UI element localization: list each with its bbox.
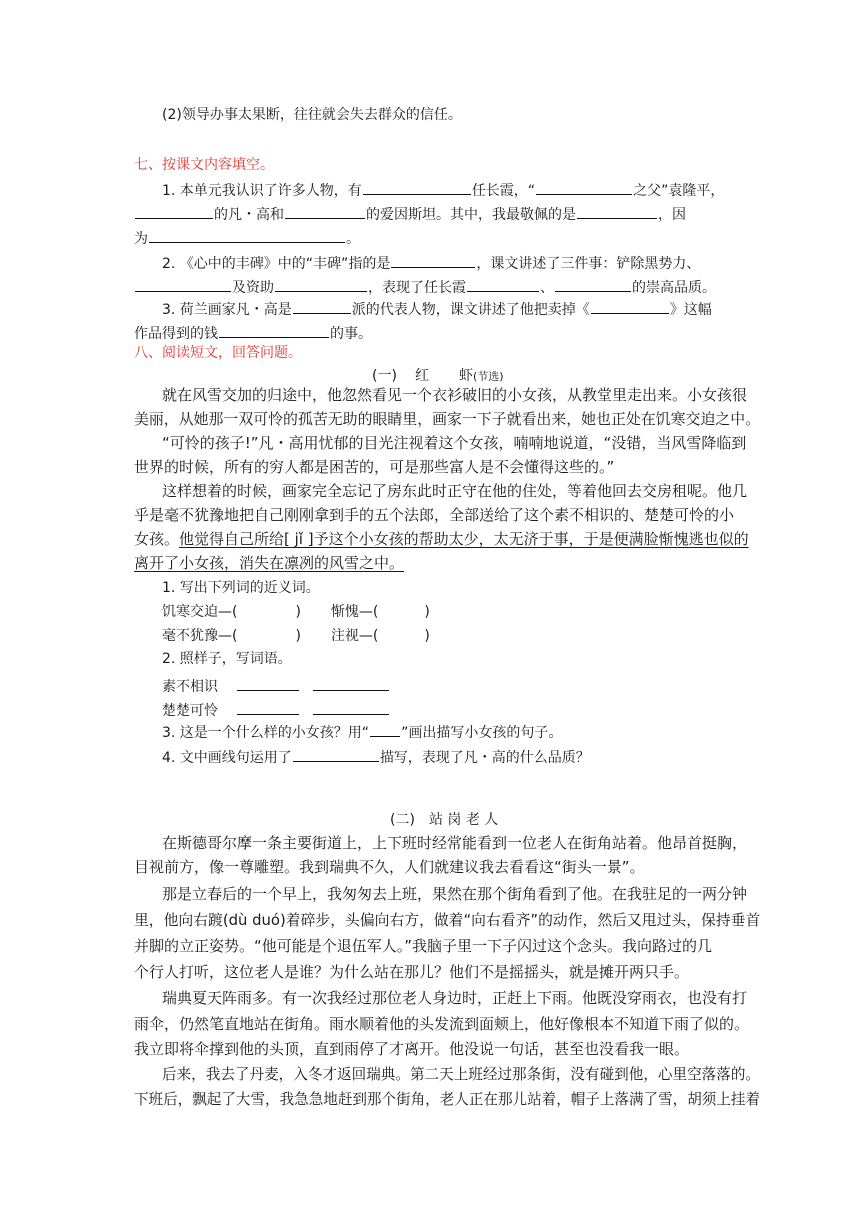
answer-blank[interactable] xyxy=(135,277,231,292)
text: 为 xyxy=(134,231,148,247)
paragraph-line: 目视前方，像一尊雕塑。我到瑞典不久，人们就建议我去看看这“街头一景”。 xyxy=(134,858,645,876)
fill-question-1-end xyxy=(134,228,360,249)
question-4 xyxy=(162,747,590,768)
fill-question-3 xyxy=(162,299,712,320)
underlined-sentence: 离开了小女孩，消失在凛冽的风雪之中。 xyxy=(134,554,405,572)
answer-blank[interactable] xyxy=(237,676,299,691)
answer-blank[interactable] xyxy=(135,204,213,219)
answer-blank[interactable] xyxy=(391,253,475,268)
question-2: 2. 照样子，写词语。 xyxy=(162,651,292,667)
fill-question-2 xyxy=(162,253,700,274)
question-text: (2)领导办事太果断，往往就会失去群众的信任。 xyxy=(162,107,462,123)
text: 楚楚可怜 xyxy=(162,703,218,719)
answer-blank[interactable] xyxy=(555,277,631,292)
text: 3. 这是一个什么样的小女孩？用“ xyxy=(162,725,370,741)
synonym-row: 饥寒交迫—( ) 惭愧—( ) xyxy=(162,604,430,620)
text: 之父”袁隆平， xyxy=(633,183,725,199)
example-row xyxy=(162,700,390,721)
text: ，因 xyxy=(658,207,686,223)
paragraph-line: 乎是毫不犹豫地把自己刚刚拿到手的五个法郎，全部送给了这个素不相识的、楚楚可怜的小 xyxy=(134,506,735,524)
paragraph-line: 瑞典夏天阵雨多。有一次我经过那位老人身边时，正赶上下雨。他既没穿雨衣，也没有打 xyxy=(162,989,748,1007)
paragraph-line: “可怜的孩子!”凡・高用忧郁的目光注视着这个女孩，喃喃地说道，“没错，当风雪降临到 xyxy=(162,434,747,452)
text: 的爱因斯坦。其中，我最敬佩的是 xyxy=(366,207,576,223)
section-heading: 八、阅读短文，回答问题。 xyxy=(134,345,302,361)
passage-number: (一) xyxy=(372,368,397,384)
answer-blank[interactable] xyxy=(313,676,389,691)
text: 2. 《心中的丰碑》中的“丰碑”指的是 xyxy=(162,256,391,272)
text: 作品得到的钱 xyxy=(134,326,218,342)
text: 派的代表人物，课文讲述了他把卖掉《 xyxy=(351,302,590,318)
paragraph-line: 并脚的立正姿势。“他可能是个退伍军人。”我脑子里一下子闪过这个念头。我向路过的几 xyxy=(134,937,713,955)
title-char: 虾 xyxy=(458,368,473,384)
text: 的凡・高和 xyxy=(214,207,284,223)
synonym-row: 毫不犹豫—( ) 注视—( ) xyxy=(162,628,430,644)
example-row xyxy=(162,676,390,697)
paragraph-line: 世界的时候，所有的穷人都是困苦的，可是那些富人是不会懂得这些的。” xyxy=(134,458,615,476)
text: 3. 荷兰画家凡・高是 xyxy=(162,302,292,318)
excerpt-note: (节选) xyxy=(472,370,504,383)
text: 4. 文中画线句运用了 xyxy=(162,750,292,766)
answer-blank[interactable] xyxy=(149,228,345,243)
answer-blank[interactable] xyxy=(293,747,379,762)
text: 》这幅 xyxy=(669,302,712,318)
paragraph-line: 那是立春后的一个早上，我匆匆去上班，果然在那个街角看到了他。在我驻足的一两分钟 xyxy=(162,885,748,903)
text: 素不 xyxy=(162,679,190,695)
answer-blank[interactable] xyxy=(285,204,365,219)
paragraph-line xyxy=(134,528,749,550)
fill-question-1-cont xyxy=(134,204,686,225)
answer-blank[interactable] xyxy=(363,180,471,195)
passage-number: (二) xyxy=(390,812,415,828)
answer-blank[interactable] xyxy=(536,180,632,195)
answer-blank[interactable] xyxy=(293,299,351,314)
word-label: 注视—( xyxy=(330,628,379,644)
paragraph-line: 下班后，飘起了大雪，我急急地赶到那个街角，老人正在那儿站着，帽子上落满了雪，胡须上挂着 xyxy=(134,1090,761,1108)
word-label: 饥寒交迫—( xyxy=(162,604,238,620)
text: 任长霞，“ xyxy=(471,183,536,199)
question-3 xyxy=(162,722,562,743)
paragraph-line: 后来，我去了丹麦，入冬才返回瑞典。第二天上班经过那条街，没有碰到他，心里空落落的。 xyxy=(162,1065,761,1083)
text: 、 xyxy=(540,280,554,296)
text: 1. 本单元我认识了许多人物，有 xyxy=(162,183,362,199)
fill-question-1 xyxy=(162,180,724,201)
text: ”画出描写小女孩的句子。 xyxy=(401,725,563,741)
text: ，课文讲述了三件事：铲除黑势力、 xyxy=(476,256,701,272)
question-1: 1. 写出下列词的近义词。 xyxy=(162,580,320,596)
paragraph-line: 就在风雪交加的归途中，他忽然看见一个衣衫破旧的小女孩，从教堂里走出来。小女孩很 xyxy=(162,386,748,404)
fill-question-2-cont xyxy=(134,277,716,298)
word-label: 惭愧—( xyxy=(330,604,379,620)
fill-question-3-cont xyxy=(134,323,372,344)
answer-blank[interactable] xyxy=(467,277,539,292)
paragraph-line: 这样想着的时候，画家完全忘记了房东此时正守在他的住处，等着他回去交房租呢。他几 xyxy=(162,482,748,500)
answer-blank[interactable] xyxy=(219,323,329,338)
paragraph-line: 在斯德哥尔摩一条主要街道上，上下班时经常能看到一位老人在街角站着。他昂首挺胸， xyxy=(162,834,748,852)
title-text: 站 岗 老 人 xyxy=(428,812,499,828)
text: 及资助 xyxy=(232,280,274,296)
answer-blank[interactable] xyxy=(577,204,657,219)
paragraph-line: 美丽，从她那一双可怜的孤苦无助的眼睛里，画家一下子就看出来，她也正处在饥寒交迫之中。 xyxy=(134,410,761,428)
text: 的事。 xyxy=(330,326,372,342)
section-heading: 七、按课文内容填空。 xyxy=(134,157,274,173)
paragraph-line: 我立即将伞撑到他的头顶，直到雨停了才离开。他没说一句话，甚至也没看我一眼。 xyxy=(134,1040,690,1058)
answer-blank[interactable] xyxy=(591,299,669,314)
paragraph-line: 雨伞，仍然笔直地站在街角。雨水顺着他的头发流到面颊上，他好像根本不知道下雨了似的。 xyxy=(134,1015,750,1033)
underlined-sentence: 他觉得自己所给[ jǐ ]予这个小女孩的帮助太少，太无济于事，于是便满脸惭愧逃也似的 xyxy=(179,530,749,548)
text: 。 xyxy=(346,231,360,247)
title-char: 红 xyxy=(414,368,429,384)
underline-mark xyxy=(370,722,400,737)
text: 女孩。 xyxy=(134,530,180,548)
word-label: 毫不犹豫—( xyxy=(162,628,238,644)
passage-title xyxy=(390,810,498,830)
answer-blank[interactable] xyxy=(275,277,367,292)
paragraph-line: 个行人打听，这位老人是谁？为什么站在那儿？他们不是摇摇头，就是摊开两只手。 xyxy=(134,963,690,981)
answer-blank[interactable] xyxy=(313,700,389,715)
text: 相识 xyxy=(190,679,218,695)
answer-blank[interactable] xyxy=(237,700,299,715)
text: 描写，表现了凡・高的什么品质？ xyxy=(379,750,590,766)
text: 的崇高品质。 xyxy=(632,280,716,296)
text: ，表现了任长霞 xyxy=(368,280,466,296)
paragraph-line: 里，他向右踱(dù duó)着碎步，头偏向右方，做着“向右看齐”的动作，然后又甩过头，保持垂首 xyxy=(134,911,761,929)
